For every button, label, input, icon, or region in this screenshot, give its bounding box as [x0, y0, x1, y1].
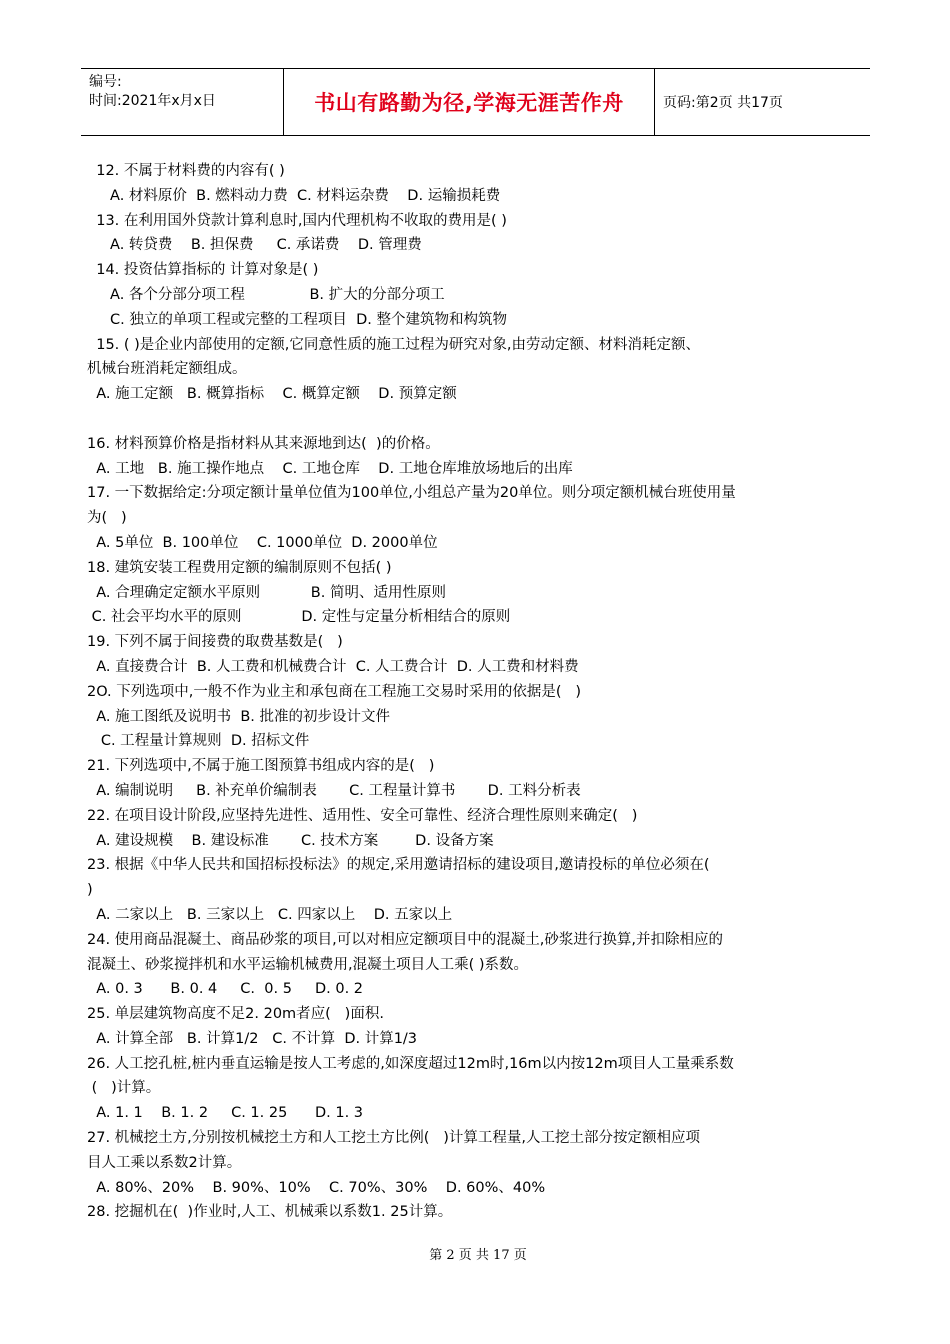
text-line: 16. 材料预算价格是指材料从其来源地到达( )的价格。: [87, 435, 440, 452]
text-line: 23. 根据《中华人民共和国招标投标法》的规定,采用邀请招标的建设项目,邀请投标的单位必须在(: [87, 857, 710, 874]
text-line: 2O. 下列选项中,一般不作为业主和承包商在工程施工交易时采用的依据是( ): [87, 683, 582, 700]
text-line: 28. 挖掘机在( )作业时,人工、机械乘以系数1. 25计算。: [87, 1204, 453, 1221]
header-slogan: 书山有路勤为径,学海无涯苦作舟: [283, 69, 655, 135]
text-line: 为( ): [87, 510, 127, 527]
text-line: A. 施工定额 B. 概算指标 C. 概算定额 D. 预算定额: [87, 386, 457, 403]
text-line: A. 二家以上 B. 三家以上 C. 四家以上 D. 五家以上: [87, 906, 453, 923]
text-line: A. 建设规模 B. 建设标准 C. 技术方案 D. 设备方案: [87, 832, 494, 849]
text-line: C. 社会平均水平的原则 D. 定性与定量分析相结合的原则: [87, 609, 511, 626]
text-line: 机械台班消耗定额组成。: [87, 361, 247, 378]
question-list: [87, 159, 867, 1225]
text-line: 17. 一下数据给定:分项定额计量单位值为100单位,小组总产量为20单位。则分项定额机械台班使用量: [87, 485, 736, 502]
text-line: A. 1. 1 B. 1. 2 C. 1. 25 D. 1. 3: [87, 1105, 364, 1122]
text-line: 目人工乘以系数2计算。: [87, 1154, 242, 1171]
blank-line: [87, 407, 867, 432]
text-line: A. 0. 3 B. 0. 4 C. 0. 5 D. 0. 2: [87, 981, 364, 998]
text-line: 混凝土、砂浆搅拌机和水平运输机械费用,混凝土项目人工乘( )系数。: [87, 956, 529, 973]
text-line: 21. 下列选项中,不属于施工图预算书组成内容的是( ): [87, 758, 435, 775]
text-line: C. 工程量计算规则 D. 招标文件: [87, 733, 310, 750]
text-line: A. 工地 B. 施工操作地点 C. 工地仓库 D. 工地仓库堆放场地后的出库: [87, 460, 573, 477]
header-page-label: 页码:第2页 共17页: [663, 95, 783, 111]
page-footer: 第 2 页 共 17 页: [429, 1248, 527, 1263]
text-line: A. 施工图纸及说明书 B. 批准的初步设计文件: [87, 708, 390, 725]
header-table: [81, 68, 870, 136]
time-label: 时间:2021年x月x日: [89, 93, 216, 109]
text-line: A. 各个分部分项工程 B. 扩大的分部分项工: [87, 286, 445, 303]
text-line: A. 合理确定定额水平原则 B. 简明、适用性原则: [87, 584, 446, 601]
number-label: 编号:: [89, 74, 122, 90]
text-line: A. 直接费合计 B. 人工费和机械费合计 C. 人工费合计 D. 人工费和材料费: [87, 658, 579, 675]
text-line: A. 5单位 B. 100单位 C. 1000单位 D. 2000单位: [87, 534, 438, 551]
text-line: ( )计算。: [87, 1080, 161, 1097]
text-line: 13. 在利用国外贷款计算利息时,国内代理机构不收取的费用是( ): [87, 212, 507, 229]
text-line: 24. 使用商品混凝土、商品砂浆的项目,可以对相应定额项目中的混凝土,砂浆进行换算,并扣除相应的: [87, 931, 723, 948]
text-line: 26. 人工挖孔桩,桩内垂直运输是按人工考虑的,如深度超过12m时,16m以内按12m项目人工量乘系数: [87, 1055, 734, 1072]
text-line: A. 编制说明 B. 补充单价编制表 C. 工程量计算书 D. 工料分析表: [87, 782, 581, 799]
text-line: A. 80%、20% B. 90%、10% C. 70%、30% D. 60%、40%: [87, 1179, 546, 1196]
text-line: ): [87, 882, 93, 899]
text-line: 15. ( )是企业内部使用的定额,它同意性质的施工过程为研究对象,由劳动定额、材料消耗定额、: [87, 336, 701, 353]
text-line: 18. 建筑安装工程费用定额的编制原则不包括( ): [87, 559, 392, 576]
text-line: 22. 在项目设计阶段,应坚持先进性、适用性、安全可靠性、经济合理性原则来确定( ): [87, 807, 638, 824]
text-line: 27. 机械挖土方,分别按机械挖土方和人工挖土方比例( )计算工程量,人工挖土部分按定额相应项: [87, 1130, 701, 1147]
text-line: 19. 下列不属于间接费的取费基数是( ): [87, 634, 343, 651]
text-line: A. 材料原价 B. 燃料动力费 C. 材料运杂费 D. 运输损耗费: [87, 187, 501, 204]
text-line: C. 独立的单项工程或完整的工程项目 D. 整个建筑物和构筑物: [87, 311, 507, 328]
text-line: 14. 投资估算指标的 计算对象是( ): [87, 262, 319, 279]
text-line: A. 转贷费 B. 担保费 C. 承诺费 D. 管理费: [87, 237, 422, 254]
text-line: A. 计算全部 B. 计算1/2 C. 不计算 D. 计算1/3: [87, 1030, 418, 1047]
header-info-cell: [81, 69, 283, 135]
text-line: 12. 不属于材料费的内容有( ): [87, 163, 285, 179]
text-line: 25. 单层建筑物高度不足2. 20m者应( )面积.: [87, 1006, 384, 1023]
